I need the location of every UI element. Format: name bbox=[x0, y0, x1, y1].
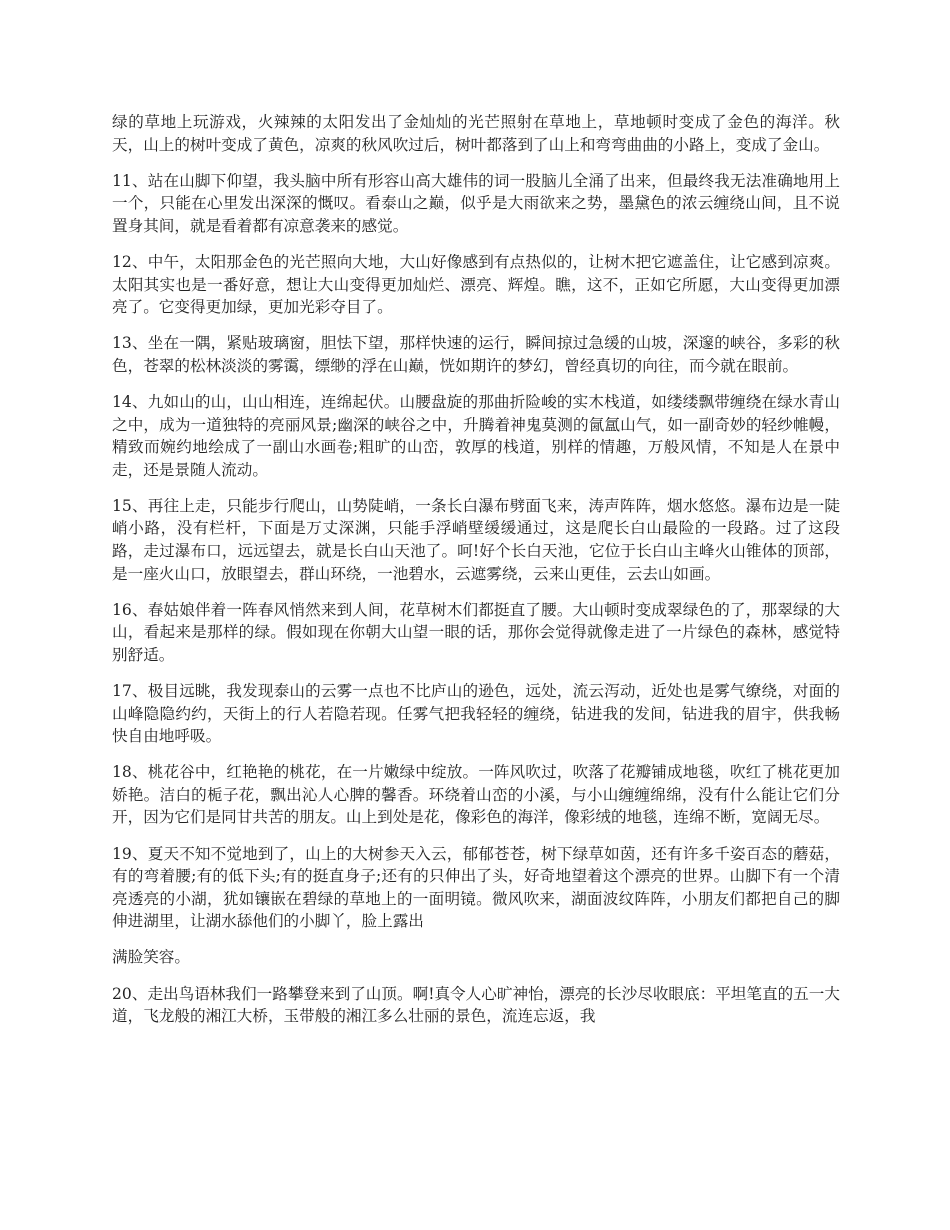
paragraph-continuation: 绿的草地上玩游戏，火辣辣的太阳发出了金灿灿的光芒照射在草地上，草地顿时变成了金色的海洋。秋天，山上的树叶变成了黄色，凉爽的秋风吹过后，树叶都落到了山上和弯弯曲曲的小路上，变成了金山。 bbox=[112, 113, 840, 154]
paragraph-16: 16、春姑娘伴着一阵春风悄然来到人间，花草树木们都挺直了腰。大山顿时变成翠绿色的了，那翠绿的大山，看起来是那样的绿。假如现在你朝大山望一眼的话，那你会觉得就像走进了一片绿色的森林，感觉特别舒适。 bbox=[112, 600, 840, 664]
paragraph-13: 13、坐在一隅，紧贴玻璃窗，胆怯下望，那样快速的运行，瞬间掠过急缓的山坡，深邃的峡谷，多彩的秋色，苍翠的松林淡淡的雾霭，缥缈的浮在山巅，恍如期许的梦幻，曾经真切的向往，而今就在眼前。 bbox=[112, 334, 840, 375]
paragraph-11: 11、站在山脚下仰望，我头脑中所有形容山高大雄伟的词一股脑儿全涌了出来，但最终我无法准确地用上一个，只能在心里发出深深的慨叹。看泰山之巅，似乎是大雨欲来之势，墨黛色的浓云缠绕山间，且不说置身其间，就是看着都有凉意袭来的感觉。 bbox=[112, 171, 840, 235]
paragraph-15: 15、再往上走，只能步行爬山，山势陡峭，一条长白瀑布劈面飞来，涛声阵阵，烟水悠悠。瀑布边是一陡峭小路，没有栏杆，下面是万丈深渊，只能手浮峭壁缓缓通过，这是爬长白山最险的一段路。过了这段路，走过瀑布口，远远望去，就是长白山天池了。呵!好个长白天池，它位于长白山主峰火山锥体的顶部，是一座火山口，放眼望去，群山环绕，一池碧水，云遮雾绕，云来山更佳，云去山如画。 bbox=[112, 496, 840, 583]
paragraph-19: 19、夏天不知不觉地到了，山上的大树参天入云，郁郁苍苍，树下绿草如茵，还有许多千姿百态的蘑菇，有的弯着腰;有的低下头;有的挺直身子;还有的只伸出了头，好奇地望着这个漂亮的世界。山脚下有一个清亮透亮的小湖，犹如镶嵌在碧绿的草地上的一面明镜。微风吹来，湖面波纹阵阵，小朋友们都把自己的脚伸进湖里，让湖水舔他们的小脚丫，脸上露出 bbox=[112, 844, 840, 931]
document-body bbox=[112, 111, 840, 1041]
paragraph-19-ending: 满脸笑容。 bbox=[112, 948, 190, 967]
paragraph-12: 12、中午，太阳那金色的光芒照向大地，大山好像感到有点热似的，让树木把它遮盖住，让它感到凉爽。太阳其实也是一番好意，想让大山变得更加灿烂、漂亮、辉煌。瞧，这不，正如它所愿，大山变得更加漂亮了。它变得更加绿，更加光彩夺目了。 bbox=[112, 252, 840, 317]
paragraph-20: 20、走出鸟语林我们一路攀登来到了山顶。啊!真令人心旷神怡，漂亮的长沙尽收眼底：平坦笔直的五一大道，飞龙般的湘江大桥，玉带般的湘江多么壮丽的景色，流连忘返，我 bbox=[112, 984, 840, 1026]
paragraph-17: 17、极目远眺，我发现泰山的云雾一点也不比庐山的逊色，远处，流云泻动，近处也是雾气缭绕，对面的山峰隐隐约约，天街上的行人若隐若现。任雾气把我轻轻的缠绕，钻进我的发间，钻进我的眉宇，供我畅快自由地呼吸。 bbox=[112, 681, 840, 746]
paragraph-14: 14、九如山的山，山山相连，连绵起伏。山腰盘旋的那曲折险峻的实木栈道，如缕缕飘带缠绕在绿水青山之中，成为一道独特的亮丽风景;幽深的峡谷之中，升腾着神鬼莫测的氤氲山气，如一副奇妙的轻纱帷幔，精致而婉约地绘成了一副山水画卷;粗旷的山峦，敦厚的栈道，别样的情趣，万般风情，不知是人在景中走，还是景随人流动。 bbox=[112, 392, 840, 479]
paragraph-18: 18、桃花谷中，红艳艳的桃花，在一片嫩绿中绽放。一阵风吹过，吹落了花瓣铺成地毯，吹红了桃花更加娇艳。洁白的栀子花，飘出沁人心脾的馨香。环绕着山峦的小溪，与小山缠缠绵绵，没有什么能让它们分开，因为它们是同甘共苦的朋友。山上到处是花，像彩色的海洋，像彩绒的地毯，连绵不断，宽阔无尽。 bbox=[112, 763, 840, 827]
